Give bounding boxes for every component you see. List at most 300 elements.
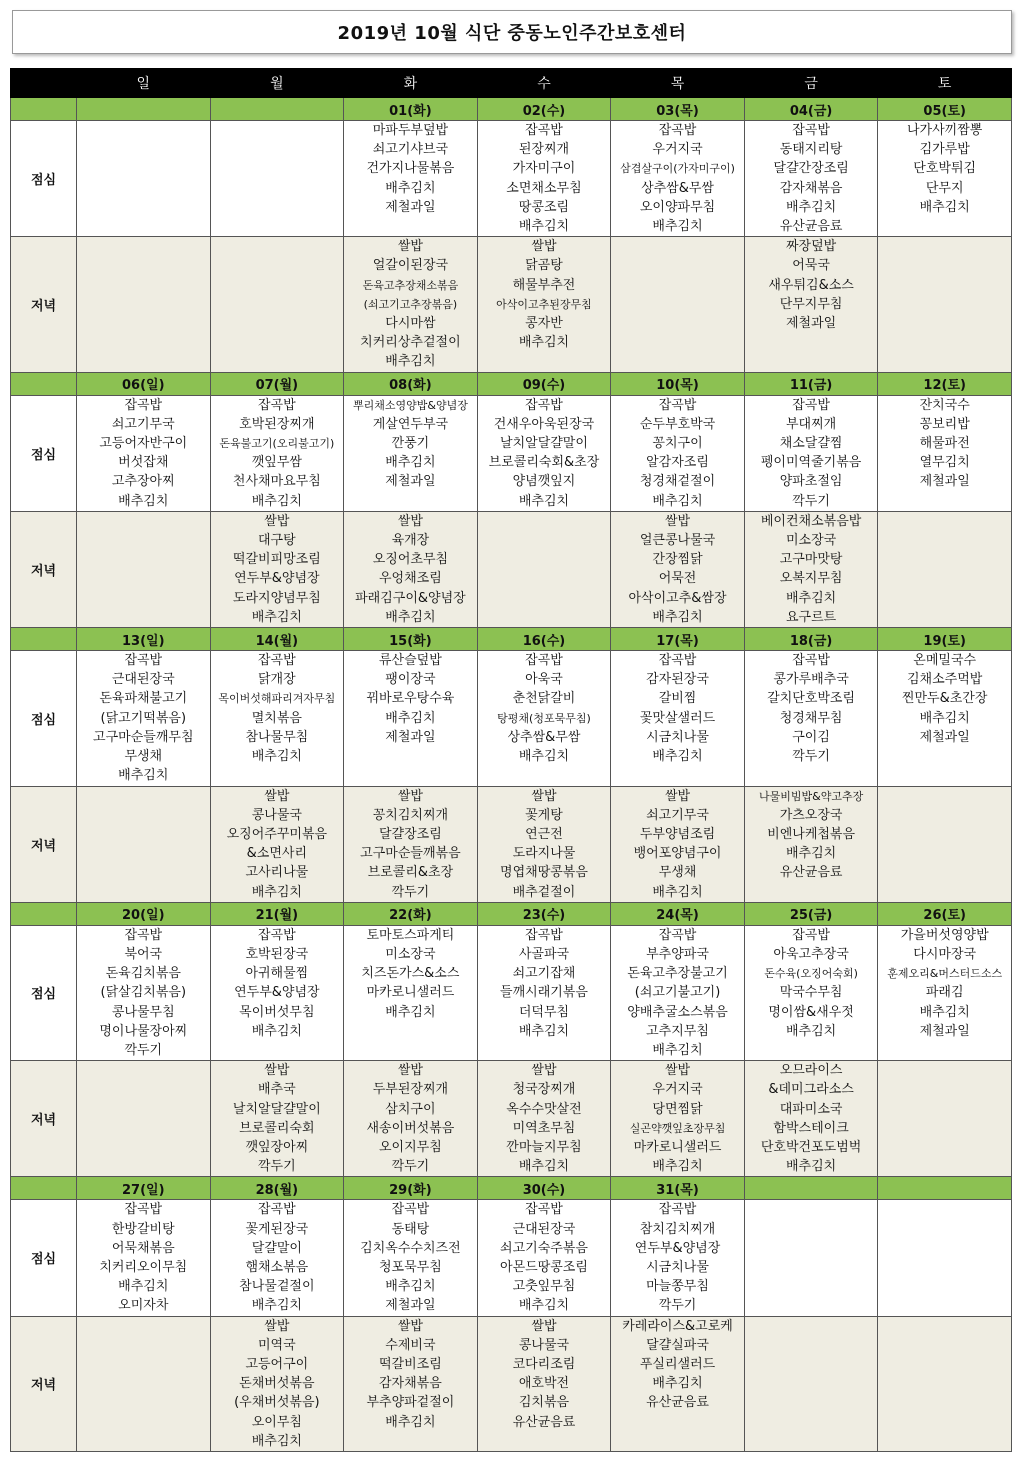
- menu-item-list: [211, 396, 344, 511]
- lunch-menu-cell: [611, 925, 745, 1060]
- menu-item: 제철과일: [385, 474, 436, 490]
- menu-item: 배추김치: [118, 768, 169, 784]
- date-cell: 03(목): [611, 98, 745, 121]
- dinner-menu-cell: [77, 1061, 211, 1177]
- menu-item-list: [77, 396, 210, 511]
- lunch-label: 점심: [11, 121, 77, 237]
- date-cell: 31(목): [611, 1177, 745, 1200]
- lunch-menu-cell: [477, 121, 611, 237]
- dinner-label: 저녁: [11, 786, 77, 902]
- dinner-menu-cell: [878, 511, 1012, 627]
- lunch-menu-cell: [611, 395, 745, 511]
- menu-item: 오이양파무침: [639, 199, 716, 215]
- lunch-menu-cell: [77, 395, 211, 511]
- menu-item: 고사리나물: [245, 865, 309, 881]
- menu-item: 브로콜리숙회: [239, 1120, 315, 1136]
- menu-item-list: [745, 926, 878, 1041]
- menu-item: 배추김치: [385, 710, 436, 726]
- lunch-label: 점심: [11, 651, 77, 786]
- menu-item: 잡곡밥: [792, 397, 830, 413]
- menu-item: 쇠고기샤브국: [372, 142, 449, 158]
- menu-item: 오징어주꾸미볶음: [226, 826, 328, 842]
- menu-item: 배추김치: [785, 199, 837, 215]
- lunch-menu-cell: [611, 1200, 745, 1316]
- dinner-menu-cell: [744, 237, 878, 372]
- menu-item-list: [478, 651, 611, 766]
- date-cell: 19(토): [878, 628, 1012, 651]
- dinner-menu-cell: [344, 1316, 478, 1451]
- menu-item-list: [611, 651, 744, 766]
- dinner-menu-cell: [210, 237, 344, 372]
- menu-item: 달걀말이: [251, 1240, 302, 1256]
- menu-item: 배추김치: [251, 884, 302, 900]
- menu-item: 돈육불고기(오리불고기): [219, 437, 335, 451]
- menu-item: 아삭이고추&쌈장: [628, 590, 727, 606]
- menu-item: 도라지나물: [512, 846, 576, 862]
- date-cell: 21(월): [210, 902, 344, 925]
- lunch-menu-cell: [210, 651, 344, 786]
- menu-item: 알감자조림: [646, 455, 709, 471]
- menu-item: 치커리오이무침: [99, 1259, 188, 1275]
- menu-item: 잡곡밥: [792, 123, 830, 138]
- date-cell: 20(일): [77, 902, 211, 925]
- menu-item: 돈수육(오징어숙회): [764, 967, 858, 981]
- menu-item: 잡곡밥: [124, 1202, 163, 1218]
- menu-item: 배추김치: [652, 749, 703, 765]
- menu-item: 콩자반: [525, 316, 563, 332]
- menu-item-list: [211, 787, 344, 902]
- menu-item: 당면찜닭: [652, 1101, 703, 1117]
- menu-item: 오미자차: [118, 1298, 169, 1314]
- dinner-menu-cell: [611, 786, 745, 902]
- menu-item: 마늘쫑무침: [646, 1279, 709, 1295]
- menu-item: 사골파국: [518, 946, 570, 962]
- date-row-label: [11, 1177, 77, 1200]
- lunch-menu-cell: [878, 1200, 1012, 1316]
- menu-item: 쌀밥: [264, 1063, 290, 1079]
- menu-item: 잡곡밥: [525, 123, 563, 138]
- menu-item: 배추김치: [652, 219, 703, 235]
- menu-item: 해물파전: [919, 436, 970, 452]
- dinner-menu-cell: [611, 511, 745, 627]
- lunch-menu-cell: [77, 925, 211, 1060]
- menu-item: 부추양파국: [646, 946, 709, 962]
- menu-item: 깻잎무쌈: [251, 455, 302, 471]
- menu-item: 잔치국수: [919, 397, 970, 413]
- lunch-menu-cell: [744, 1200, 878, 1316]
- menu-item: 베이컨채소볶음밥: [760, 513, 862, 529]
- menu-item: 제철과일: [385, 729, 436, 745]
- date-row: [11, 902, 1012, 925]
- menu-item: 배추김치: [385, 180, 436, 196]
- menu-item: 김가루밥: [919, 142, 970, 158]
- menu-item: 치커리상추겉절이: [360, 335, 461, 351]
- menu-item: 쌀밥: [397, 513, 423, 529]
- dinner-menu-cell: [878, 786, 1012, 902]
- menu-item: 건새우아욱된장국: [493, 416, 595, 432]
- menu-item: 북어국: [124, 946, 163, 962]
- menu-item-list: [745, 787, 878, 883]
- menu-item: 쌀밥: [397, 1318, 423, 1334]
- menu-item-list: [211, 1061, 344, 1176]
- menu-item: 잡곡밥: [525, 653, 563, 669]
- menu-item: 오징어초무침: [372, 552, 449, 568]
- date-cell: 15(화): [344, 628, 478, 651]
- menu-item-list: [344, 651, 477, 747]
- menu-item: 깍두기: [792, 493, 830, 509]
- menu-item: 쇠고기잡채: [512, 966, 576, 982]
- dinner-menu-cell: [210, 786, 344, 902]
- menu-item: (닭고기떡볶음): [100, 710, 187, 726]
- menu-item: 멸치볶음: [251, 710, 302, 726]
- lunch-menu-cell: [344, 121, 478, 237]
- dinner-menu-cell: [477, 786, 611, 902]
- menu-item-list: [878, 651, 1011, 747]
- menu-item: 연두부&양념장: [234, 985, 320, 1001]
- menu-item: 감자채볶음: [779, 180, 843, 196]
- date-row-label: [11, 902, 77, 925]
- menu-item: 쌀밥: [264, 1318, 290, 1334]
- date-cell: 05(토): [878, 98, 1012, 121]
- menu-item: 배추겉절이: [512, 884, 576, 900]
- dinner-menu-cell: [210, 1061, 344, 1177]
- menu-item: 얼큰콩나물국: [639, 533, 716, 549]
- dinner-menu-cell: [77, 237, 211, 372]
- menu-item: 뱅어포양념구이: [633, 846, 722, 862]
- menu-item: 콩가루배추국: [773, 672, 849, 688]
- menu-item: 달걀간장조림: [773, 161, 849, 177]
- date-cell: 24(목): [611, 902, 745, 925]
- menu-item: 배추김치: [919, 199, 970, 215]
- menu-item: 유산균음료: [512, 1414, 576, 1430]
- menu-item: 호박된장국: [245, 946, 309, 962]
- menu-item-list: [211, 1200, 344, 1315]
- menu-item: 시금치나물: [646, 729, 709, 745]
- menu-item: 고구마순들깨무침: [93, 729, 194, 745]
- menu-item: 갈비찜: [658, 691, 697, 707]
- menu-item-list: [611, 1317, 744, 1413]
- dinner-label: 저녁: [11, 511, 77, 627]
- menu-item: 유산균음료: [646, 1395, 709, 1411]
- menu-item: 잡곡밥: [658, 927, 697, 943]
- menu-item: 청포묵무침: [379, 1259, 442, 1275]
- date-cell: [878, 1177, 1012, 1200]
- dinner-menu-cell: [744, 786, 878, 902]
- date-cell: 25(금): [744, 902, 878, 925]
- lunch-menu-cell: [477, 395, 611, 511]
- menu-item: 열무김치: [919, 455, 970, 471]
- menu-item: 잡곡밥: [525, 397, 563, 413]
- menu-item: 청경채무침: [779, 710, 843, 726]
- menu-item: 마카로니샐러드: [366, 985, 455, 1001]
- menu-item: 김치볶음: [518, 1395, 570, 1411]
- menu-item: 잡곡밥: [525, 927, 563, 943]
- menu-item: 꽃게탕: [525, 807, 563, 823]
- date-cell: 11(금): [744, 372, 878, 395]
- date-cell: 06(일): [77, 372, 211, 395]
- dinner-menu-cell: [611, 1061, 745, 1177]
- menu-item-list: [478, 926, 611, 1041]
- dinner-menu-cell: [210, 511, 344, 627]
- menu-item: 배추김치: [919, 1004, 970, 1020]
- menu-item: 잡곡밥: [258, 927, 296, 943]
- weekday-header: 월: [210, 69, 344, 98]
- menu-item: 제철과일: [919, 474, 970, 490]
- menu-item: 배추김치: [785, 846, 837, 862]
- menu-item: 부추양파겉절이: [366, 1395, 455, 1411]
- menu-item-list: [478, 787, 611, 902]
- menu-item: 옥수수맛살전: [506, 1101, 582, 1117]
- menu-item: &데미그라소스: [768, 1082, 854, 1098]
- menu-item: (닭살김치볶음): [100, 985, 187, 1001]
- weekday-header: 일: [77, 69, 211, 98]
- menu-item: 삼치구이: [385, 1101, 436, 1117]
- menu-item-list: [344, 787, 477, 902]
- menu-item: 잡곡밥: [391, 1202, 430, 1218]
- menu-item: 상추쌈&무쌈: [641, 180, 714, 196]
- menu-item: 고등어자반구이: [99, 436, 188, 452]
- weekday-header: 수: [477, 69, 611, 98]
- menu-item: 쌀밥: [531, 788, 557, 804]
- menu-item: 김치옥수수치즈전: [360, 1240, 461, 1256]
- lunch-menu-cell: [744, 395, 878, 511]
- lunch-menu-cell: [77, 651, 211, 786]
- menu-item: 잡곡밥: [124, 927, 163, 943]
- menu-item: 아욱고추장국: [773, 946, 849, 962]
- lunch-menu-cell: [878, 925, 1012, 1060]
- date-cell: 10(목): [611, 372, 745, 395]
- menu-item: 잡곡밥: [258, 1202, 296, 1218]
- dinner-label: 저녁: [11, 1316, 77, 1451]
- menu-item: 배추김치: [652, 1159, 703, 1175]
- lunch-menu-cell: [878, 395, 1012, 511]
- menu-item: 두부된장찌개: [372, 1082, 449, 1098]
- menu-item: 쌀밥: [531, 1063, 557, 1079]
- menu-item-list: [344, 1317, 477, 1432]
- menu-item: 고추장아찌: [111, 474, 175, 490]
- menu-item-list: [77, 651, 210, 785]
- date-cell: 22(화): [344, 902, 478, 925]
- menu-item: 소면채소무침: [506, 180, 582, 196]
- menu-item: (우채버섯볶음): [234, 1395, 320, 1411]
- dinner-row: [11, 237, 1012, 372]
- menu-item: (쇠고기불고기): [634, 985, 721, 1001]
- menu-item-list: [878, 396, 1011, 492]
- lunch-label: 점심: [11, 1200, 77, 1316]
- menu-item-list: [344, 396, 477, 492]
- menu-item: 배추김치: [251, 749, 302, 765]
- menu-item: 깐풍기: [391, 436, 430, 452]
- menu-item: 함박스테이크: [773, 1120, 849, 1136]
- date-row: [11, 98, 1012, 121]
- menu-item: 양파초절임: [779, 474, 843, 490]
- menu-item: 떡갈비조림: [379, 1356, 442, 1372]
- menu-item: 닭곰탕: [525, 258, 563, 274]
- menu-item: 깻잎장아찌: [245, 1139, 309, 1155]
- weekday-header-row: [11, 69, 1012, 98]
- lunch-menu-cell: [210, 121, 344, 237]
- menu-item: 연근전: [525, 826, 563, 842]
- menu-item: 배추김치: [785, 1159, 837, 1175]
- menu-item: 배추김치: [385, 354, 436, 370]
- menu-item: 배추김치: [518, 335, 570, 351]
- menu-item: 갈치단호박조림: [767, 691, 856, 707]
- menu-item: 어묵국: [792, 258, 830, 274]
- menu-item: 쇠고기숙주볶음: [500, 1240, 588, 1256]
- dinner-menu-cell: [477, 1316, 611, 1451]
- menu-item: 땅콩조림: [518, 199, 570, 215]
- date-row: [11, 372, 1012, 395]
- menu-item-list: [611, 926, 744, 1060]
- menu-item: 배추김치: [652, 1042, 703, 1058]
- dinner-menu-cell: [344, 1061, 478, 1177]
- menu-item: 해물부추전: [512, 277, 576, 293]
- dinner-menu-cell: [878, 237, 1012, 372]
- menu-item: 날치알달걀말이: [500, 436, 588, 452]
- menu-item: 막국수무침: [779, 985, 843, 1001]
- menu-item: 깍두기: [391, 1159, 430, 1175]
- menu-item: 잡곡밥: [792, 653, 830, 669]
- menu-item: 아귀해물찜: [245, 966, 309, 982]
- menu-item: 잡곡밥: [525, 1202, 563, 1218]
- menu-item: 돈육파채불고기: [99, 691, 188, 707]
- menu-item: 배추김치: [652, 609, 703, 625]
- menu-item: 콩나물국: [251, 807, 302, 823]
- lunch-menu-cell: [611, 121, 745, 237]
- menu-item: 잡곡밥: [124, 653, 163, 669]
- lunch-label: 점심: [11, 925, 77, 1060]
- dinner-menu-cell: [611, 1316, 745, 1451]
- date-cell: 12(토): [878, 372, 1012, 395]
- menu-item: 참나물무침: [245, 729, 309, 745]
- lunch-row: [11, 651, 1012, 786]
- menu-item: 깐마늘지무침: [506, 1139, 582, 1155]
- menu-item: 배추김치: [118, 1279, 169, 1295]
- header-corner: [11, 69, 77, 98]
- menu-item: 게살연두부국: [372, 416, 449, 432]
- menu-item: 무생채: [124, 749, 163, 765]
- menu-item: 미소장국: [385, 946, 436, 962]
- menu-item: 배추김치: [385, 1004, 436, 1020]
- menu-item: 가자미구이: [512, 161, 576, 177]
- lunch-row: [11, 1200, 1012, 1316]
- menu-item: 육개장: [391, 533, 430, 549]
- menu-item: 아몬드땅콩조림: [500, 1259, 588, 1275]
- menu-item: 수제비국: [385, 1337, 436, 1353]
- lunch-menu-cell: [77, 1200, 211, 1316]
- menu-item: 잡곡밥: [658, 123, 697, 138]
- menu-item: 쌀밥: [664, 513, 691, 529]
- menu-item-list: [478, 121, 611, 236]
- menu-item: 요구르트: [785, 609, 837, 625]
- weekday-header: 토: [878, 69, 1012, 98]
- date-cell: 09(수): [477, 372, 611, 395]
- date-cell: 07(월): [210, 372, 344, 395]
- menu-item: 양배추굴소스볶음: [627, 1004, 728, 1020]
- menu-item: 가을버섯영양밥: [900, 927, 989, 943]
- date-cell: [77, 98, 211, 121]
- menu-item: 꽁치김치찌개: [372, 807, 449, 823]
- menu-item: 쌀밥: [531, 1318, 557, 1334]
- menu-item-list: [611, 787, 744, 902]
- menu-item: 배추김치: [785, 1023, 837, 1039]
- menu-item: 다시마장국: [913, 946, 977, 962]
- menu-item: 배추김치: [518, 493, 570, 509]
- menu-item: 배추김치: [251, 1298, 302, 1314]
- menu-item: 쌀밥: [264, 788, 290, 804]
- menu-item: 고구마순들깨볶음: [360, 846, 461, 862]
- menu-item: 쌀밥: [397, 239, 423, 255]
- menu-item: 건가지나물볶음: [366, 161, 455, 177]
- menu-item: 마카로니샐러드: [633, 1139, 722, 1155]
- menu-item-list: [611, 512, 744, 627]
- menu-item: 배추김치: [251, 1023, 302, 1039]
- menu-item-list: [478, 396, 611, 511]
- menu-item: 애호박전: [518, 1376, 570, 1392]
- menu-item: 청경채겉절이: [639, 474, 716, 490]
- menu-item: 배추김치: [652, 493, 703, 509]
- menu-item-list: [745, 121, 878, 236]
- menu-item: 가츠오장국: [779, 807, 843, 823]
- menu-item: 감자된장국: [646, 672, 709, 688]
- menu-item: 코다리조림: [512, 1356, 576, 1372]
- lunch-menu-cell: [744, 121, 878, 237]
- menu-item-list: [478, 1061, 611, 1176]
- menu-item: 더덕무침: [518, 1004, 570, 1020]
- weekday-header: 목: [611, 69, 745, 98]
- menu-item-list: [878, 121, 1011, 217]
- menu-item-list: [745, 651, 878, 766]
- menu-item-list: [611, 121, 744, 236]
- menu-item: 단호박건포도범벅: [760, 1139, 862, 1155]
- menu-item: 구이김: [792, 729, 830, 745]
- menu-item: 돈육고추장채소볶음: [362, 278, 459, 292]
- menu-item: 배추김치: [518, 1159, 570, 1175]
- menu-item-list: [344, 121, 477, 217]
- lunch-row: [11, 925, 1012, 1060]
- menu-item: 브로콜리&초장: [367, 865, 454, 881]
- menu-item-list: [344, 926, 477, 1022]
- menu-item: 고춧잎무침: [512, 1279, 576, 1295]
- menu-item: 꽁보리밥: [919, 416, 970, 432]
- menu-item: 김채소주먹밥: [907, 672, 983, 688]
- menu-item: 새송이버섯볶음: [366, 1120, 455, 1136]
- menu-item: 온메밀국수: [913, 653, 977, 669]
- lunch-label: 점심: [11, 395, 77, 511]
- menu-item: 명이쌈&새우젓: [768, 1004, 854, 1020]
- menu-item: 배추김치: [518, 749, 570, 765]
- menu-item: 치즈돈가스&소스: [361, 966, 460, 982]
- dinner-menu-cell: [344, 237, 478, 372]
- menu-item: 배추김치: [919, 710, 970, 726]
- menu-item: 실곤약깻잎초장무침: [629, 1121, 726, 1135]
- menu-item: 배추김치: [251, 609, 302, 625]
- menu-item: 미역초무침: [512, 1120, 576, 1136]
- menu-item: 고구마맛탕: [779, 552, 843, 568]
- menu-item: 상추쌈&무쌈: [507, 729, 581, 745]
- date-row-label: [11, 372, 77, 395]
- menu-item: 우거지국: [652, 1082, 703, 1098]
- menu-item: 쌀밥: [664, 1063, 691, 1079]
- menu-item: 유산균음료: [779, 865, 843, 881]
- menu-item: 쌀밥: [397, 788, 423, 804]
- menu-item: 쌀밥: [531, 239, 557, 255]
- menu-item-list: [611, 396, 744, 511]
- date-cell: 23(수): [477, 902, 611, 925]
- menu-item: 뿌리채소영양밥&양념장: [352, 398, 468, 412]
- menu-item: 오복지무침: [779, 571, 843, 587]
- menu-item-list: [211, 1317, 344, 1451]
